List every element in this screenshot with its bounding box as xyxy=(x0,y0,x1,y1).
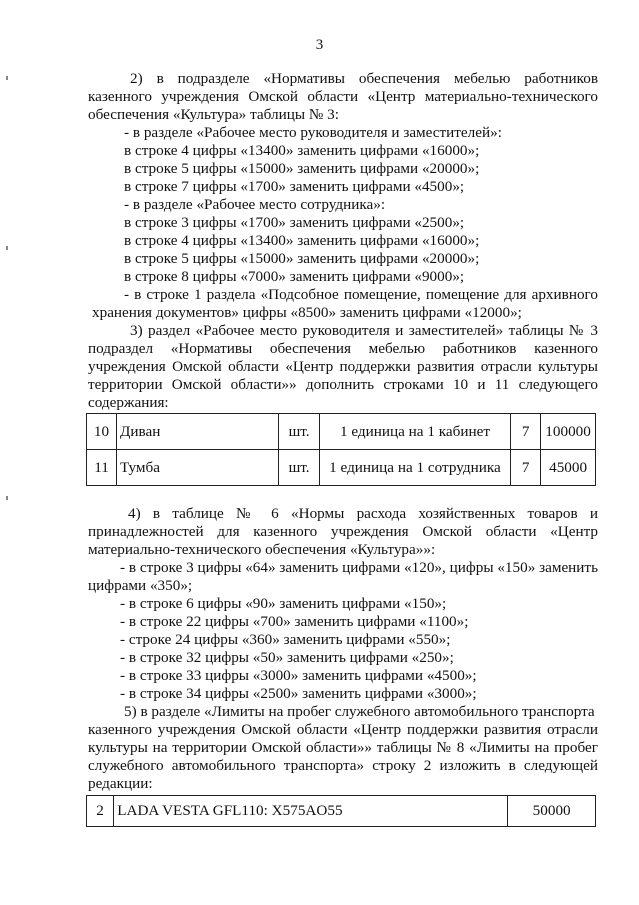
item-unit: шт. xyxy=(279,414,319,450)
text-line: 4) в таблице № 6 «Нормы расхода хозяйственных товаров и xyxy=(128,505,598,522)
scan-mark xyxy=(6,76,8,80)
text-line: - в разделе «Рабочее место руководителя и заместителей»: xyxy=(124,124,502,141)
text-line: содержания: xyxy=(88,394,169,411)
scan-mark xyxy=(6,496,8,500)
furniture-table xyxy=(86,413,596,486)
text-line: 2) в подразделе «Нормативы обеспечения мебелью работников xyxy=(130,70,598,87)
text-line: цифрами «350»; xyxy=(88,577,193,594)
text-line: - в разделе «Рабочее место сотрудника»: xyxy=(124,196,386,213)
item-price: 45000 xyxy=(541,450,596,486)
text-line: - в строке 6 цифры «90» заменить цифрами «150»; xyxy=(120,595,447,612)
text-line: 3) раздел «Рабочее место руководителя и заместителей» таблицы № 3 xyxy=(130,322,598,339)
item-unit: шт. xyxy=(279,450,319,486)
text-line: в строке 5 цифры «15000» заменить цифрами «20000»; xyxy=(124,160,480,177)
text-line: культуры на территории Омской области»» таблицы № 8 «Лимиты на пробег xyxy=(88,739,598,756)
page-number: 3 xyxy=(315,37,324,53)
item-price: 100000 xyxy=(541,414,596,450)
row-number: 10 xyxy=(87,414,117,450)
text-line: принадлежностей для казенного учреждения Омской области «Центр xyxy=(88,523,598,540)
vehicle-name: LADA VESTA GFL110: X575AO55 xyxy=(114,796,508,827)
text-line: материально-технического обеспечения «Культура»»: xyxy=(88,541,436,558)
text-line: учреждения Омской области «Центр поддержки развития отрасли культуры xyxy=(88,358,598,375)
text-line: казенного учреждения Омской области «Центр поддержки развития отрасли xyxy=(88,721,598,738)
text-line: редакции: xyxy=(88,775,153,792)
table-row xyxy=(87,450,596,486)
item-term: 7 xyxy=(511,414,541,450)
text-line: хранения документов» цифры «8500» заменить цифрами «12000»; xyxy=(92,304,522,321)
item-term: 7 xyxy=(511,450,541,486)
text-line: в строке 5 цифры «15000» заменить цифрами «20000»; xyxy=(124,250,480,267)
text-line: в строке 4 цифры «13400» заменить цифрами «16000»; xyxy=(124,232,480,249)
scan-mark xyxy=(6,246,8,250)
text-line: - в строке 3 цифры «64» заменить цифрами «120», цифры «150» заменить xyxy=(120,559,598,576)
text-line: 5) в разделе «Лимиты на пробег служебного автомобильного транспорта xyxy=(124,703,595,720)
mileage-limit: 50000 xyxy=(508,796,596,827)
text-line: в строке 8 цифры «7000» заменить цифрами «9000»; xyxy=(124,268,465,285)
text-line: казенного учреждения Омской области «Центр материально-технического xyxy=(88,88,598,105)
text-line: - в строке 33 цифры «3000» заменить цифрами «4500»; xyxy=(120,667,477,684)
item-name: Тумба xyxy=(117,450,279,486)
text-line: - в строке 34 цифры «2500» заменить цифрами «3000»; xyxy=(120,685,477,702)
table-row xyxy=(87,414,596,450)
row-number: 11 xyxy=(87,450,117,486)
item-name: Диван xyxy=(117,414,279,450)
vehicle-table xyxy=(86,795,596,827)
text-line: в строке 3 цифры «1700» заменить цифрами «2500»; xyxy=(124,214,465,231)
text-line: - строке 24 цифры «360» заменить цифрами «550»; xyxy=(120,631,451,648)
text-line: в строке 7 цифры «1700» заменить цифрами «4500»; xyxy=(124,178,465,195)
row-number: 2 xyxy=(87,796,114,827)
text-line: - в строке 32 цифры «50» заменить цифрами «250»; xyxy=(120,649,454,666)
text-line: подраздел «Нормативы обеспечения мебелью работников казенного xyxy=(88,340,598,357)
table-row xyxy=(87,796,596,827)
text-line: обеспечения «Культура» таблицы № 3: xyxy=(88,106,339,123)
text-line: - в строке 22 цифры «700» заменить цифрами «1100»; xyxy=(120,613,469,630)
item-norm: 1 единица на 1 сотрудника xyxy=(319,450,510,486)
item-norm: 1 единица на 1 кабинет xyxy=(319,414,510,450)
text-line: в строке 4 цифры «13400» заменить цифрами «16000»; xyxy=(124,142,480,159)
text-line: территории Омской области»» дополнить строками 10 и 11 следующего xyxy=(88,376,598,393)
text-line: - в строке 1 раздела «Подсобное помещение, помещение для архивного xyxy=(124,286,598,303)
text-line: служебного автомобильного транспорта» строку 2 изложить в следующей xyxy=(88,757,598,774)
